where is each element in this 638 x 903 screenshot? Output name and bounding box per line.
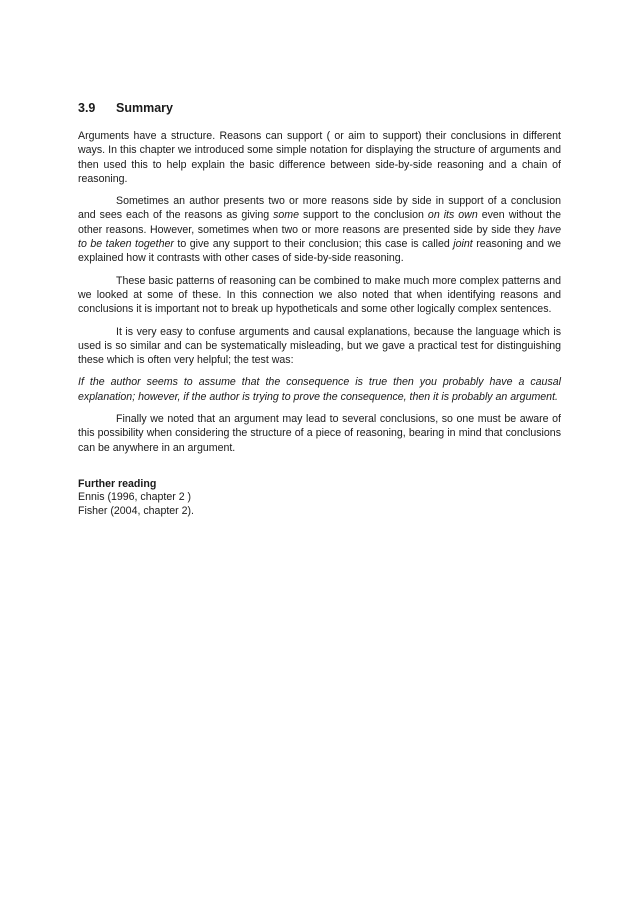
summary-paragraph	[78, 274, 561, 317]
summary-body	[78, 129, 561, 455]
further-reading-title: Further reading	[78, 477, 157, 490]
summary-paragraph	[78, 375, 561, 404]
emphasis-text: some	[273, 209, 299, 222]
emphasis-text: on its own	[427, 209, 478, 222]
page-content	[78, 101, 561, 518]
paragraph-text: Sometimes an author presents two or more reasons side by side in support of a conclusion and sees each of the reasons as giving	[78, 195, 561, 222]
section-number: 3.9	[78, 101, 96, 115]
paragraph-text: It is very easy to confuse arguments and causal explanations, because the language which is used is so similar and can be systematically misleading, but we gave a practical test for distinguishing these which is often very helpful; the test was:	[78, 325, 561, 367]
paragraph-text: These basic patterns of reasoning can be combined to make much more complex patterns and we looked at some of these. In this connection we also noted that when identifying reasons and conclusions it is important not to break up hypotheticals and some other logically complex sentences.	[78, 274, 561, 316]
section-heading	[78, 101, 561, 115]
section-title: Summary	[116, 101, 173, 115]
paragraph-text: to give any support to their conclusion; this case is called	[173, 238, 454, 251]
emphasis-text: joint	[453, 238, 473, 251]
paragraph-text: If the author seems to assume that the consequence is true then you probably have a causal explanation; however, if the author is trying to prove the consequence, then it is probably an argument.	[78, 376, 561, 403]
summary-paragraph	[78, 129, 561, 186]
further-reading	[78, 478, 561, 519]
summary-paragraph	[78, 194, 561, 265]
further-reading-item: Fisher (2004, chapter 2).	[78, 504, 194, 517]
paragraph-text: Arguments have a structure. Reasons can support ( or aim to support) their conclusions in different ways. In this chapter we introduced some simple notation for displaying the structure of arguments and then used this to help explain the basic difference between side-by-side reasoning and a chain of reasoning.	[78, 130, 561, 185]
summary-paragraph	[78, 412, 561, 455]
paragraph-text: Finally we noted that an argument may lead to several conclusions, so one must be aware of this possibility when considering the structure of a piece of reasoning, bearing in mind that conclusions can be anywhere in an argument.	[78, 413, 561, 454]
paragraph-text: reasoning and we explained how it contrasts with other cases of side-by-side reasoning.	[78, 238, 561, 265]
emphasis-text: have to be taken together	[78, 223, 561, 251]
paragraph-text: support to the conclusion	[299, 209, 428, 222]
further-reading-item: Ennis (1996, chapter 2 )	[78, 491, 192, 504]
summary-paragraph	[78, 325, 561, 368]
paragraph-text: even without the other reasons. However, sometimes when two or more reasons are presented side by side they	[78, 209, 561, 236]
